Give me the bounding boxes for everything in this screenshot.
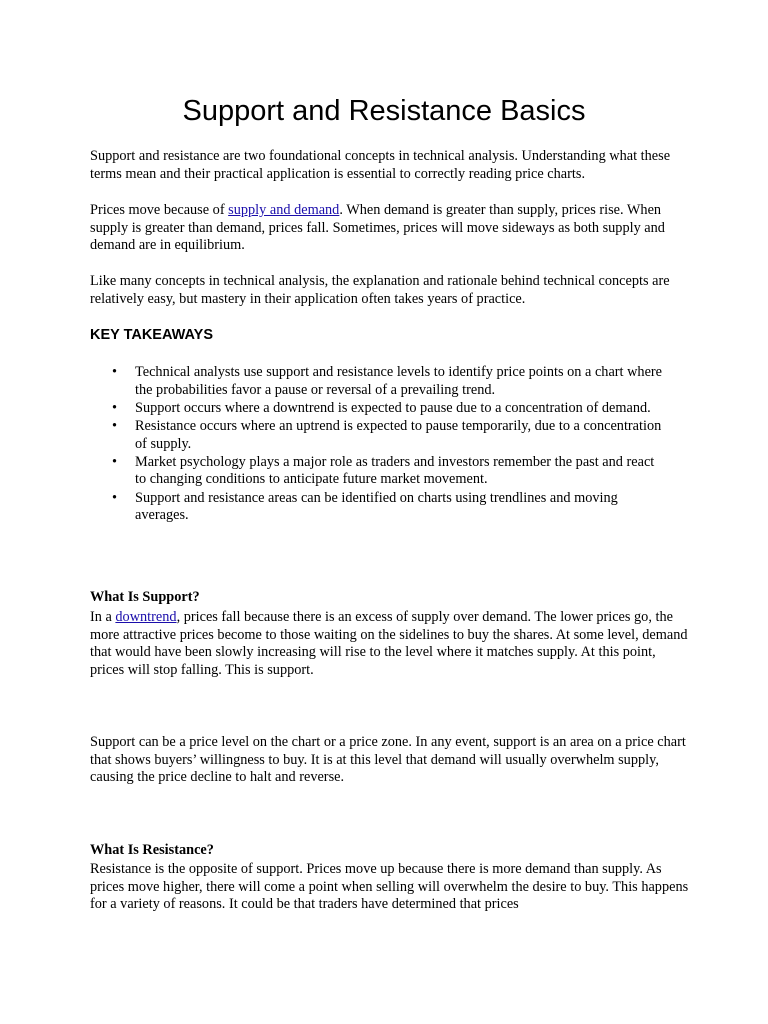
supply-and-demand-link[interactable]: supply and demand: [228, 202, 340, 218]
what-is-support-heading: What Is Support?: [90, 589, 200, 605]
downtrend-link[interactable]: downtrend: [115, 609, 177, 625]
list-item: [90, 418, 665, 453]
support-paragraph-2: Support can be a price level on the chart or a price zone. In any event, support is an area on a price chart that shows buyers’ willingness to buy. It is at this level that demand will usually overwhelm supply, causing the price decline to halt and reverse.: [90, 734, 686, 785]
list-item: [90, 454, 665, 489]
key-takeaways-list: [90, 364, 690, 525]
bullet-icon: •: [112, 489, 118, 506]
bullet-icon: •: [112, 418, 118, 435]
prices-move-paragraph: [90, 202, 690, 255]
list-item: [90, 400, 665, 418]
prices-move-text-before: Prices move because of: [90, 202, 229, 218]
bullet-icon: •: [112, 399, 118, 416]
support-text-after: , prices fall because there is an excess of supply over demand. The lower prices go, the more attractive prices become to those waiting on the sidelines to buy the shares. At some level, demand that would have been slowly increasing will rise to the level where it matches supply. At this point, prices will stop falling. This is support.: [90, 609, 688, 678]
list-item-text: Support occurs where a downtrend is expected to pause due to a concentration of demand.: [135, 399, 651, 416]
bullet-icon: •: [112, 364, 118, 380]
like-many-paragraph: Like many concepts in technical analysis, the explanation and rationale behind technical concepts are relatively easy, but mastery in their application often takes years of practice.: [90, 273, 670, 307]
intro-paragraph: Support and resistance are two foundational concepts in technical analysis. Understanding what these terms mean and their practical application is essential to correctly reading price charts.: [90, 148, 671, 182]
page-title: Support and Resistance Basics: [182, 95, 586, 127]
list-item-text: Resistance occurs where an uptrend is expected to pause temporarily, due to a concentration of supply.: [135, 418, 662, 452]
bullet-icon: •: [112, 453, 118, 470]
list-item-text: Market psychology plays a major role as traders and investors remember the past and react to changing conditions to anticipate future market movement.: [135, 453, 655, 488]
list-item: [90, 490, 665, 525]
list-item-text: Technical analysts use support and resistance levels to identify price points on a chart where the probabilities favor a pause or reversal of a prevailing trend.: [135, 364, 663, 398]
what-is-resistance-heading: What Is Resistance?: [90, 842, 214, 858]
list-item: [90, 364, 665, 399]
prices-move-text-after: . When demand is greater than supply, prices rise. When supply is greater than demand, prices fall. Sometimes, prices will move sideways as both supply and demand are in equilibrium.: [90, 202, 665, 253]
resistance-paragraph-1: Resistance is the opposite of support. Prices move up because there is more demand than supply. As prices move higher, there will come a point when selling will overwhelm the desire to buy. This happens for a variety of reasons. It could be that traders have determined that prices: [90, 861, 689, 912]
key-takeaways-heading: KEY TAKEAWAYS: [90, 327, 214, 343]
list-item-text: Support and resistance areas can be identified on charts using trendlines and moving averages.: [135, 489, 618, 524]
support-paragraph-1: [90, 609, 690, 679]
support-text-before: In a: [90, 609, 116, 625]
